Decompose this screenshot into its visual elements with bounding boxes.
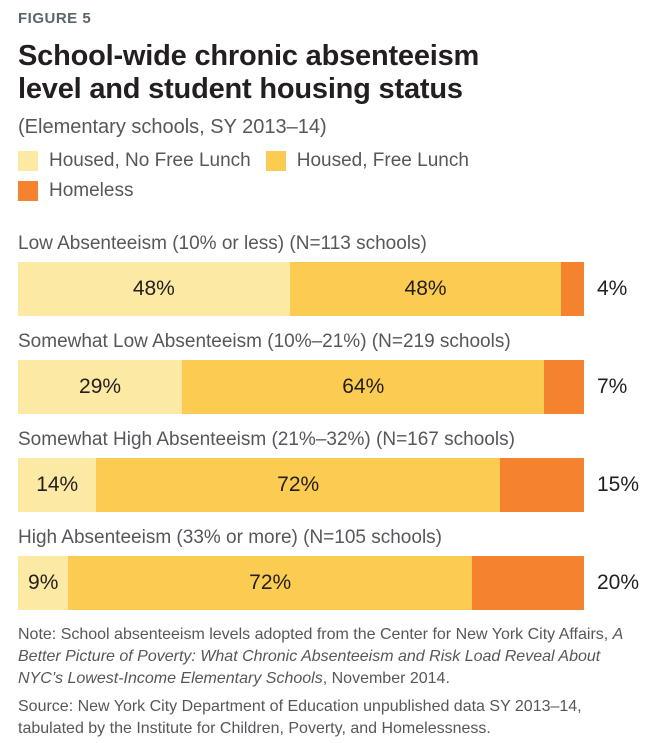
bar-segment-housed-no-free-lunch [18, 360, 182, 414]
homeless-value-label: 15% [597, 473, 640, 496]
bar-row-4 [18, 526, 653, 610]
legend-item-housed-no-free-lunch [18, 150, 251, 172]
bar-line [18, 262, 653, 316]
bar-row-1 [18, 232, 653, 316]
page-title-line-1: School-wide chronic absenteeism [18, 40, 480, 72]
homeless-value-label: 4% [597, 277, 628, 300]
segment-value-label: 14% [36, 473, 79, 496]
bar-segment-housed-free-lunch [68, 556, 471, 610]
note-publication-title: A Better Picture of Poverty: What Chronic Absenteeism and Risk Load Reveal About NYC’s Lowest-Income Elementary Schools [18, 626, 623, 687]
stacked-bar [18, 458, 584, 512]
bar-segment-housed-free-lunch [290, 262, 562, 316]
segment-value-label: 29% [79, 375, 122, 398]
legend-label-housed-no-free-lunch: Housed, No Free Lunch [49, 150, 251, 171]
bar-line [18, 556, 653, 610]
note-text-segment: Note: School absenteeism levels adopted from the Center for New York City Affairs, [18, 626, 613, 643]
source-text: Source: New York City Department of Education unpublished data SY 2013–14, tabulated by the Institute for Children, Poverty, and Homelessness. [18, 698, 582, 737]
legend-swatch-housed-free-lunch-icon [266, 151, 286, 171]
segment-value-label: 72% [277, 473, 320, 496]
chart-area [18, 232, 653, 610]
note-text-segment: , November 2014. [322, 670, 450, 687]
bar-row-label: High Absenteeism (33% or more) (N=105 schools) [18, 527, 442, 548]
bar-row-label: Somewhat High Absenteeism (21%–32%) (N=167 schools) [18, 429, 515, 450]
segment-value-label: 48% [132, 277, 175, 300]
stacked-bar [18, 360, 584, 414]
chart-subtitle: (Elementary schools, SY 2013–14) [18, 116, 327, 138]
segment-value-label: 48% [404, 277, 447, 300]
bar-segment-housed-free-lunch [96, 458, 499, 512]
bar-line [18, 458, 653, 512]
bar-segment-homeless [472, 556, 584, 610]
legend-swatch-housed-no-free-lunch-icon [18, 151, 38, 171]
legend-item-housed-free-lunch [266, 150, 469, 172]
segment-value-label: 64% [342, 375, 385, 398]
bar-row-2 [18, 330, 653, 414]
bar-segment-housed-no-free-lunch [18, 556, 68, 610]
stacked-bar [18, 556, 584, 610]
bar-segment-homeless [561, 262, 584, 316]
footer-notes [18, 624, 653, 740]
figure-label: FIGURE 5 [18, 10, 92, 27]
note-text [18, 624, 626, 690]
bar-line [18, 360, 653, 414]
bar-row-label: Somewhat Low Absenteeism (10%–21%) (N=219 schools) [18, 331, 511, 352]
bar-segment-housed-free-lunch [182, 360, 544, 414]
legend-item-homeless [18, 180, 133, 202]
bar-segment-homeless [500, 458, 584, 512]
legend-label-housed-free-lunch: Housed, Free Lunch [296, 150, 469, 171]
segment-value-label: 9% [28, 571, 59, 594]
page-title [18, 40, 653, 106]
bar-segment-homeless [544, 360, 584, 414]
homeless-value-label: 7% [597, 375, 628, 398]
stacked-bar [18, 262, 584, 316]
page-title-line-2: level and student housing status [18, 73, 463, 105]
bar-row-label: Low Absenteeism (10% or less) (N=113 schools) [18, 233, 427, 254]
legend-row-2 [18, 180, 653, 202]
legend-swatch-homeless-icon [18, 181, 38, 201]
homeless-value-label: 20% [597, 571, 640, 594]
legend-label-homeless: Homeless [49, 180, 134, 201]
bar-row-3 [18, 428, 653, 512]
bar-segment-housed-no-free-lunch [18, 262, 290, 316]
bar-segment-housed-no-free-lunch [18, 458, 96, 512]
segment-value-label: 72% [249, 571, 292, 594]
legend-row-1 [18, 150, 653, 172]
